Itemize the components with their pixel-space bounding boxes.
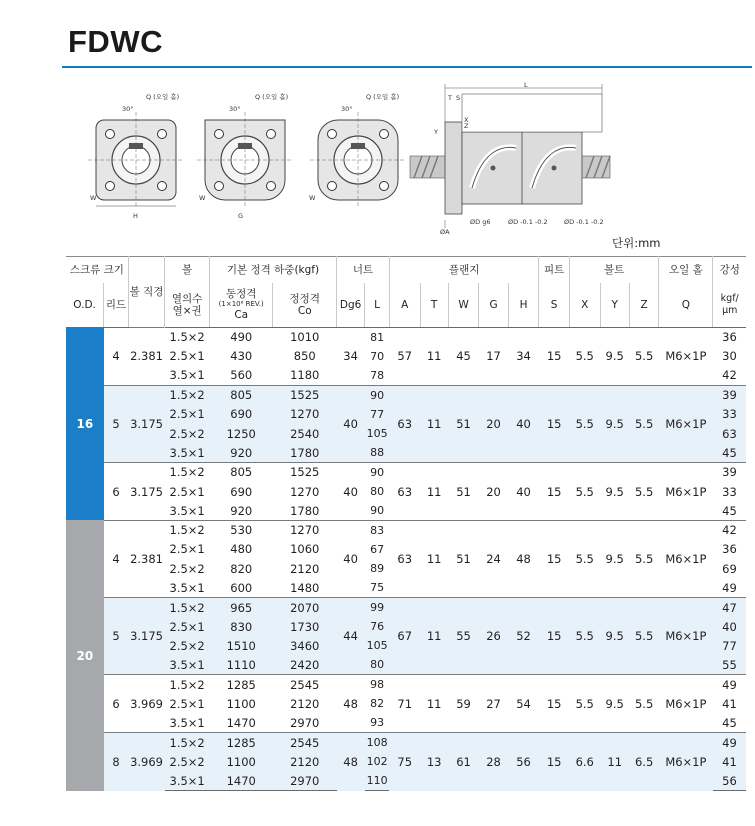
stiffness-cell: 63 (713, 424, 746, 443)
ca-cell: 690 (209, 405, 273, 424)
co-cell: 1270 (273, 405, 337, 424)
spec-table-body (66, 328, 746, 791)
g-cell: 20 (479, 385, 508, 462)
t-cell: 11 (420, 328, 448, 386)
a-cell: 63 (389, 520, 420, 597)
ca-cell: 480 (230, 542, 253, 557)
l-cell: 77 (365, 405, 390, 424)
l-cell: 98 (365, 675, 390, 694)
q-cell: M6×1P (659, 328, 713, 386)
header-lead: 리드 (104, 283, 129, 328)
dg6-cell: 48 (337, 733, 365, 791)
x-cell: 5.5 (569, 463, 600, 521)
header-h: H (508, 283, 539, 328)
co-cell: 1730 (273, 617, 337, 636)
l-cell: 76 (365, 617, 390, 636)
x-cell: 5.5 (569, 385, 600, 462)
stiffness-cell: 45 (722, 715, 737, 730)
dim-w-label-3: W (309, 194, 316, 202)
circuit-cell: 3.5×1 (169, 580, 205, 595)
co-cell: 2970 (273, 771, 337, 790)
circuit-cell: 1.5×2 (165, 328, 210, 347)
header-flange: 플랜지 (389, 257, 538, 283)
dg6-cell: 48 (337, 675, 365, 733)
co-cell: 1180 (290, 368, 320, 383)
s-cell: 15 (539, 463, 570, 521)
circuit-cell: 1.5×2 (165, 385, 210, 404)
co-cell: 2070 (273, 598, 337, 617)
stiffness-cell: 55 (713, 656, 746, 675)
header-ca: Ca (234, 309, 249, 322)
ca-cell: 1285 (209, 675, 273, 694)
co-cell: 2120 (273, 752, 337, 771)
t-cell: 13 (420, 733, 448, 791)
co-cell: 2120 (290, 696, 320, 711)
dim-l-label: L (524, 81, 528, 89)
h-cell: 40 (508, 385, 539, 462)
header-ball-dia: 볼 직경 (128, 257, 164, 328)
w-cell: 45 (448, 328, 479, 386)
header-co: Co (297, 304, 312, 317)
header-oil-hole: 오일 홀 (659, 257, 713, 283)
lead-cell: 4 (104, 520, 129, 597)
co-cell: 2540 (273, 424, 337, 443)
g-cell: 28 (479, 733, 508, 791)
l-cell: 90 (365, 385, 390, 404)
h-cell: 54 (508, 675, 539, 733)
od-cell: 16 (66, 328, 104, 521)
stiffness-cell: 40 (713, 617, 746, 636)
ca-cell: 805 (209, 463, 273, 482)
dim-x-label: X (464, 116, 469, 124)
co-cell: 1525 (273, 385, 337, 404)
z-cell: 5.5 (629, 675, 658, 733)
dim-d-tol-1: ØD -0.1 -0.2 (508, 218, 548, 226)
ca-cell: 920 (209, 443, 273, 462)
ball-dia-cell: 2.381 (128, 520, 164, 597)
l-cell: 90 (365, 463, 390, 482)
dim-t-label: T (448, 94, 452, 102)
co-cell: 2120 (290, 561, 320, 576)
header-nut: 너트 (337, 257, 390, 283)
flange-view-1 (88, 112, 184, 208)
g-cell: 20 (479, 463, 508, 521)
t-cell: 11 (420, 675, 448, 733)
q-cell: M6×1P (659, 598, 713, 675)
header-fit: 피트 (539, 257, 570, 283)
w-cell: 59 (448, 675, 479, 733)
x-cell: 5.5 (569, 520, 600, 597)
header-x: X (569, 283, 600, 328)
ball-dia-cell: 3.175 (128, 598, 164, 675)
header-l: L (365, 283, 390, 328)
q-cell: M6×1P (659, 385, 713, 462)
y-cell: 9.5 (600, 520, 629, 597)
ca-cell: 830 (209, 617, 273, 636)
q-cell: M6×1P (659, 520, 713, 597)
circuit-cell: 1.5×2 (165, 675, 210, 694)
ball-dia-cell: 2.381 (128, 328, 164, 386)
header-stiffness: 강성 (713, 257, 746, 283)
h-cell: 40 (508, 463, 539, 521)
h-cell: 34 (508, 328, 539, 386)
w-cell: 61 (448, 733, 479, 791)
flange-view-3 (310, 112, 406, 208)
co-cell: 2545 (273, 733, 337, 752)
angle-label-2: 30° (229, 105, 241, 113)
ca-cell: 965 (209, 598, 273, 617)
co-cell: 1060 (290, 542, 320, 557)
l-cell: 108 (365, 733, 390, 752)
y-cell: 9.5 (600, 598, 629, 675)
header-ball: 볼 (165, 257, 210, 283)
dim-y-label: Y (434, 128, 438, 136)
dim-a-label: ØA (440, 228, 450, 236)
co-cell: 2545 (273, 675, 337, 694)
ball-dia-cell: 3.175 (128, 463, 164, 521)
l-cell: 82 (370, 697, 385, 711)
stiffness-cell: 33 (713, 405, 746, 424)
circuit-cell: 2.5×2 (165, 636, 210, 655)
oil-hole-label-3: Q (오일 홀) (366, 93, 400, 101)
a-cell: 67 (389, 598, 420, 675)
l-cell: 81 (365, 328, 390, 347)
x-cell: 5.5 (569, 598, 600, 675)
stiffness-cell: 41 (713, 752, 746, 771)
ca-cell: 1110 (209, 656, 273, 675)
q-cell: M6×1P (659, 733, 713, 791)
stiffness-cell: 42 (713, 520, 746, 539)
stiffness-cell: 77 (713, 636, 746, 655)
ca-cell: 1100 (209, 752, 273, 771)
co-cell: 1270 (273, 520, 337, 539)
header-q: Q (659, 283, 713, 328)
title-divider (62, 66, 752, 68)
stiffness-cell: 45 (722, 503, 737, 518)
header-stiff-unit: kgf/μm (713, 283, 746, 328)
dim-w-label-1: W (90, 194, 97, 202)
ca-cell: 430 (230, 349, 253, 364)
l-cell: 105 (365, 636, 390, 655)
header-dynamic-note: (1×10⁶ REV.) (218, 300, 264, 309)
l-cell: 75 (370, 581, 385, 595)
ca-cell: 805 (209, 385, 273, 404)
circuit-cell: 3.5×1 (165, 771, 210, 790)
z-cell: 6.5 (629, 733, 658, 791)
angle-label-1: 30° (122, 105, 134, 113)
circuit-cell: 2.5×1 (169, 542, 205, 557)
ca-cell: 530 (209, 520, 273, 539)
h-cell: 52 (508, 598, 539, 675)
l-cell: 67 (370, 542, 385, 556)
header-w: W (448, 283, 479, 328)
ball-dia-cell: 3.175 (128, 385, 164, 462)
stiffness-cell: 49 (722, 580, 737, 595)
stiffness-cell: 30 (722, 349, 737, 364)
co-cell: 1780 (290, 503, 320, 518)
h-cell: 56 (508, 733, 539, 791)
l-cell: 83 (365, 520, 390, 539)
y-cell: 9.5 (600, 328, 629, 386)
y-cell: 9.5 (600, 385, 629, 462)
ca-cell: 1470 (209, 771, 273, 790)
g-cell: 26 (479, 598, 508, 675)
l-cell: 78 (370, 368, 385, 382)
lead-cell: 5 (104, 385, 129, 462)
circuit-cell: 2.5×2 (169, 561, 205, 576)
co-cell: 1780 (273, 443, 337, 462)
ca-cell: 820 (230, 561, 253, 576)
stiffness-cell: 45 (713, 443, 746, 462)
x-cell: 5.5 (569, 328, 600, 386)
circuit-cell: 2.5×1 (165, 617, 210, 636)
circuit-cell: 2.5×2 (165, 424, 210, 443)
z-cell: 5.5 (629, 463, 658, 521)
table-row (66, 733, 746, 752)
ca-cell: 490 (209, 328, 273, 347)
q-cell: M6×1P (659, 463, 713, 521)
header-dynamic (209, 283, 273, 328)
header-static (273, 283, 337, 328)
angle-label-3: 30° (341, 105, 353, 113)
l-cell: 99 (365, 598, 390, 617)
y-cell: 9.5 (600, 675, 629, 733)
q-cell: M6×1P (659, 675, 713, 733)
co-cell: 1270 (290, 484, 320, 499)
stiffness-cell: 47 (713, 598, 746, 617)
w-cell: 51 (448, 463, 479, 521)
page-title: FDWC (68, 24, 163, 59)
circuit-cell: 2.5×1 (169, 349, 205, 364)
a-cell: 63 (389, 463, 420, 521)
circuit-cell: 3.5×1 (169, 368, 205, 383)
oil-hole-label-2: Q (오일 홀) (255, 93, 289, 101)
dg6-cell: 40 (337, 520, 365, 597)
w-cell: 55 (448, 598, 479, 675)
circuit-cell: 3.5×1 (165, 443, 210, 462)
co-cell: 1480 (290, 580, 320, 595)
l-cell: 70 (370, 349, 385, 363)
z-cell: 5.5 (629, 598, 658, 675)
header-rated-load: 기본 정격 하중(kgf) (209, 257, 336, 283)
a-cell: 57 (389, 328, 420, 386)
l-cell: 90 (370, 504, 385, 518)
ca-cell: 920 (230, 503, 253, 518)
dim-d-tol-2: ØD -0.1 -0.2 (564, 218, 604, 226)
y-cell: 11 (600, 733, 629, 791)
lead-cell: 8 (104, 733, 129, 791)
stiffness-cell: 36 (722, 542, 737, 557)
s-cell: 15 (539, 598, 570, 675)
co-cell: 1525 (273, 463, 337, 482)
stiffness-cell: 39 (713, 385, 746, 404)
ca-cell: 600 (230, 580, 253, 595)
stiffness-cell: 33 (722, 484, 737, 499)
t-cell: 11 (420, 385, 448, 462)
circuit-cell: 1.5×2 (165, 598, 210, 617)
dim-d-label: ØD g6 (470, 218, 491, 226)
ball-dia-cell: 3.969 (128, 733, 164, 791)
dim-g-label: G (238, 212, 244, 220)
table-row (66, 520, 746, 539)
co-cell: 1010 (273, 328, 337, 347)
ca-cell: 1510 (209, 636, 273, 655)
table-row (66, 328, 746, 347)
a-cell: 75 (389, 733, 420, 791)
g-cell: 27 (479, 675, 508, 733)
s-cell: 15 (539, 733, 570, 791)
z-cell: 5.5 (629, 328, 658, 386)
l-cell: 80 (370, 485, 385, 499)
stiffness-cell: 69 (722, 561, 737, 576)
od-cell: 20 (66, 520, 104, 790)
stiffness-cell: 36 (713, 328, 746, 347)
g-cell: 24 (479, 520, 508, 597)
s-cell: 15 (539, 328, 570, 386)
w-cell: 51 (448, 385, 479, 462)
ca-cell: 560 (230, 368, 253, 383)
l-cell: 102 (365, 752, 390, 771)
header-dg6: Dg6 (337, 283, 365, 328)
lead-cell: 6 (104, 675, 129, 733)
ca-cell: 1285 (209, 733, 273, 752)
z-cell: 5.5 (629, 385, 658, 462)
circuit-cell: 3.5×1 (169, 503, 205, 518)
circuit-cell: 1.5×2 (165, 520, 210, 539)
z-cell: 5.5 (629, 520, 658, 597)
dim-s-label: S (456, 94, 461, 102)
circuit-cell: 2.5×2 (165, 752, 210, 771)
header-od: O.D. (66, 283, 104, 328)
circuit-cell: 3.5×1 (165, 656, 210, 675)
ball-dia-cell: 3.969 (128, 675, 164, 733)
y-cell: 9.5 (600, 463, 629, 521)
s-cell: 15 (539, 675, 570, 733)
t-cell: 11 (420, 520, 448, 597)
dim-z-label: Z (464, 122, 469, 130)
stiffness-cell: 39 (713, 463, 746, 482)
header-g: G (479, 283, 508, 328)
a-cell: 71 (389, 675, 420, 733)
ca-cell: 690 (230, 484, 253, 499)
l-cell: 89 (370, 562, 385, 576)
header-z: Z (629, 283, 658, 328)
l-cell: 80 (365, 656, 390, 675)
stiffness-cell: 49 (713, 675, 746, 694)
t-cell: 11 (420, 463, 448, 521)
stiffness-cell: 42 (722, 368, 737, 383)
circuit-cell: 1.5×2 (165, 463, 210, 482)
x-cell: 6.6 (569, 733, 600, 791)
co-cell: 850 (293, 349, 316, 364)
technical-drawings (88, 78, 648, 238)
header-screw-size: 스크류 크기 (66, 257, 128, 283)
h-cell: 48 (508, 520, 539, 597)
dg6-cell: 40 (337, 463, 365, 521)
dg6-cell: 34 (337, 328, 365, 386)
dim-h-label: H (133, 212, 138, 220)
table-row (66, 463, 746, 482)
header-t: T (420, 283, 448, 328)
unit-label: 단위:mm (612, 236, 661, 250)
co-cell: 2420 (273, 656, 337, 675)
a-cell: 63 (389, 385, 420, 462)
stiffness-cell: 49 (713, 733, 746, 752)
circuit-cell: 3.5×1 (169, 715, 205, 730)
ca-cell: 1470 (226, 715, 256, 730)
dim-w-label-2: W (199, 194, 206, 202)
g-cell: 17 (479, 328, 508, 386)
header-bolt: 볼트 (569, 257, 658, 283)
circuit-cell: 2.5×1 (169, 696, 205, 711)
oil-hole-label-1: Q (오일 홀) (146, 93, 180, 101)
co-cell: 2970 (290, 715, 320, 730)
t-cell: 11 (420, 598, 448, 675)
x-cell: 5.5 (569, 675, 600, 733)
header-dynamic-label: 동정격 (226, 288, 257, 301)
header-y: Y (600, 283, 629, 328)
circuit-cell: 2.5×1 (165, 405, 210, 424)
l-cell: 110 (365, 771, 390, 790)
header-static-label: 정정격 (289, 292, 320, 305)
w-cell: 51 (448, 520, 479, 597)
dg6-cell: 40 (337, 385, 365, 462)
header-s: S (539, 283, 570, 328)
ca-cell: 1100 (226, 696, 256, 711)
s-cell: 15 (539, 520, 570, 597)
table-row (66, 598, 746, 617)
spec-table (66, 256, 746, 791)
table-row (66, 675, 746, 694)
table-row (66, 385, 746, 404)
flange-view-2 (197, 112, 293, 208)
ca-cell: 1250 (209, 424, 273, 443)
co-cell: 3460 (273, 636, 337, 655)
l-cell: 88 (365, 443, 390, 462)
circuit-cell: 2.5×1 (169, 484, 205, 499)
lead-cell: 6 (104, 463, 129, 521)
nut-side-view (410, 84, 610, 228)
l-cell: 93 (370, 716, 385, 730)
circuit-cell: 1.5×2 (165, 733, 210, 752)
header-a: A (389, 283, 420, 328)
stiffness-cell: 41 (722, 696, 737, 711)
s-cell: 15 (539, 385, 570, 462)
dg6-cell: 44 (337, 598, 365, 675)
lead-cell: 4 (104, 328, 129, 386)
lead-cell: 5 (104, 598, 129, 675)
l-cell: 105 (365, 424, 390, 443)
header-ball-rows: 열의수 열×권 (165, 283, 210, 328)
stiffness-cell: 56 (713, 771, 746, 790)
